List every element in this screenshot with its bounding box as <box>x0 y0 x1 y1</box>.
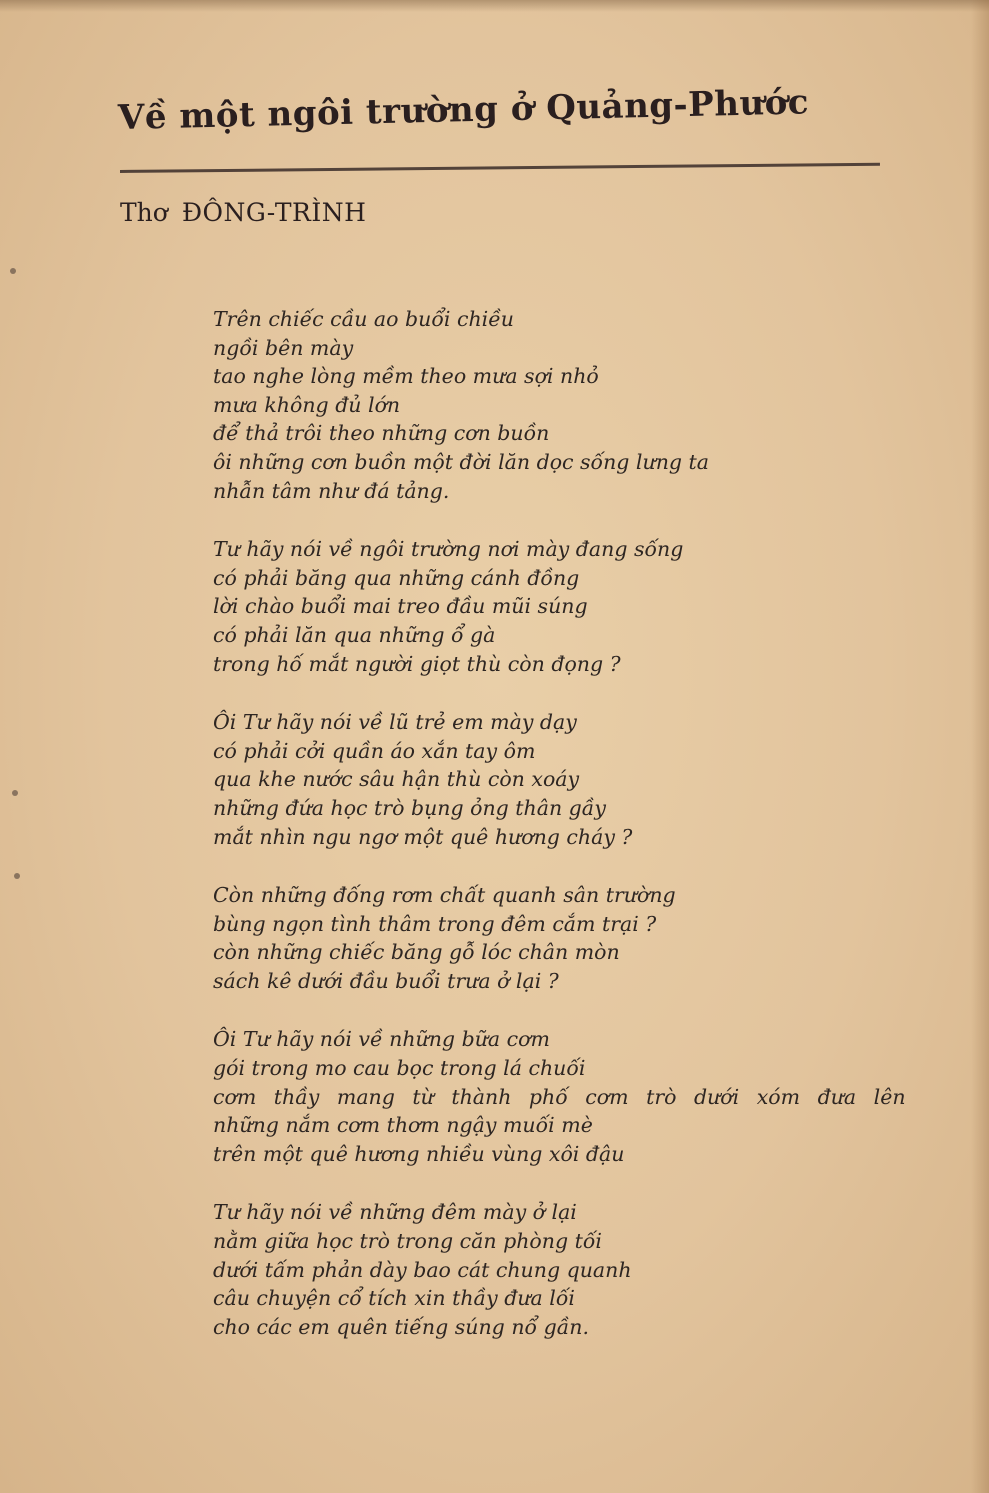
poem-line: ôi những cơn buồn một đời lăn dọc sống lưng ta <box>213 449 709 474</box>
poem-line: tao nghe lòng mềm theo mưa sợi nhỏ <box>213 364 599 389</box>
poem-line: sách kê dưới đầu buổi trưa ở lại ? <box>213 968 559 993</box>
poem-line: bùng ngọn tình thâm trong đêm cắm trại ? <box>213 911 657 936</box>
poem-line: gói trong mo cau bọc trong lá chuối <box>213 1056 586 1081</box>
poem-line: những nắm cơm thơm ngậy muối mè <box>213 1113 593 1138</box>
poem-line: dưới tấm phản dày bao cát chung quanh <box>213 1257 632 1282</box>
paper-speck <box>14 873 20 879</box>
byline <box>120 198 366 227</box>
poem-line: nằm giữa học trò trong căn phòng tối <box>213 1229 602 1254</box>
poem-line: mắt nhìn ngu ngơ một quê hương cháy ? <box>213 824 633 849</box>
poem-line: Ôi Tư hãy nói về những bữa cơm <box>213 1027 550 1052</box>
poem-line: Trên chiếc cầu ao buổi chiều <box>213 307 515 331</box>
stanza-6 <box>213 1198 953 1341</box>
poem-line: Còn những đống rơm chất quanh sân trường <box>213 883 676 908</box>
poem-line: Ôi Tư hãy nói về lũ trẻ em mày dạy <box>213 710 577 735</box>
stanza-1 <box>213 305 953 505</box>
paper-speck <box>12 790 18 796</box>
poem-line: cho các em quên tiếng súng nổ gần. <box>213 1314 589 1339</box>
poem-line: có phải lăn qua những ổ gà <box>213 622 496 647</box>
poem-line: câu chuyện cổ tích xin thầy đưa lối <box>213 1286 575 1311</box>
stanza-2 <box>213 535 953 678</box>
byline-author: ĐÔNG-TRÌNH <box>181 198 367 227</box>
stanza-5 <box>213 1025 953 1168</box>
stanza-3 <box>213 708 953 851</box>
poem-line: lời chào buổi mai treo đầu mũi súng <box>213 594 588 619</box>
poem-line: cơm thầy mang từ thành phố cơm trò dưới xóm đưa lên <box>213 1084 906 1109</box>
poem-line: ngồi bên mày <box>213 335 354 360</box>
poem-line: nhẫn tâm như đá tảng. <box>213 478 450 503</box>
title-underline-rule <box>120 163 880 173</box>
poem-line: có phải cởi quần áo xắn tay ôm <box>213 738 536 763</box>
poem-line: Tư hãy nói về ngôi trường nơi mày đang sống <box>213 537 684 562</box>
poem-line: mưa không đủ lớn <box>213 392 401 417</box>
poem-line: qua khe nước sâu hận thù còn xoáy <box>213 767 580 792</box>
poem-line: để thả trôi theo những cơn buồn <box>213 421 550 446</box>
page-edge-shadow-right <box>971 0 989 1493</box>
poem-line: còn những chiếc băng gỗ lóc chân mòn <box>213 940 620 965</box>
poem-title: Về một ngôi trường ở Quảng-Phước <box>117 82 810 138</box>
stanza-4 <box>213 881 953 995</box>
poem-line: có phải băng qua những cánh đồng <box>213 565 580 590</box>
paper-speck <box>10 268 16 274</box>
byline-genre: Thơ <box>120 198 168 227</box>
poem-line: trên một quê hương nhiều vùng xôi đậu <box>213 1141 625 1166</box>
poem-line: những đứa học trò bụng ỏng thân gầy <box>213 795 606 820</box>
page-edge-shadow-top <box>0 0 989 12</box>
poem-line: Tư hãy nói về những đêm mày ở lại <box>213 1200 577 1225</box>
poem-line: trong hố mắt người giọt thù còn đọng ? <box>213 651 621 676</box>
poem-body <box>213 305 953 1371</box>
